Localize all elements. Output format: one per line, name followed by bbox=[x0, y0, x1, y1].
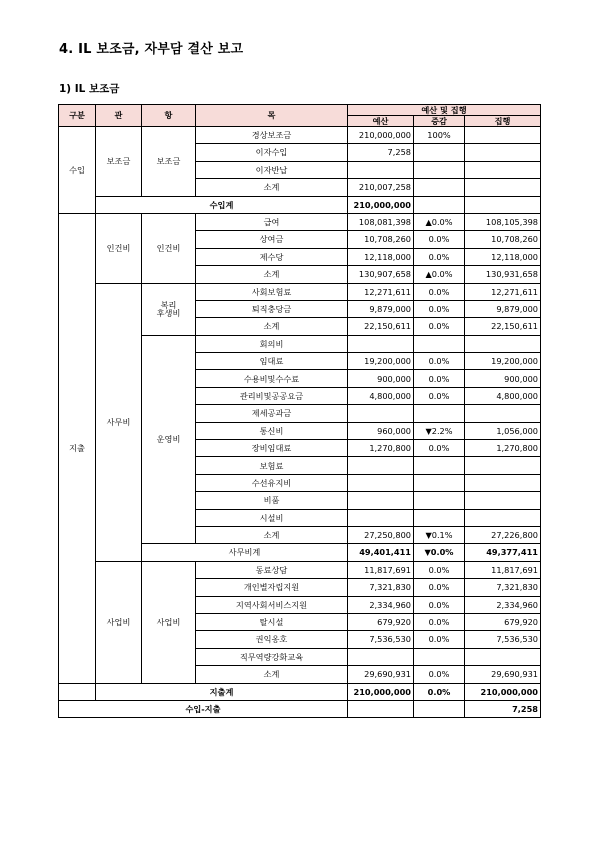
change-cell bbox=[414, 492, 465, 509]
mok-cell: 권익옹호 bbox=[196, 631, 348, 648]
table-row bbox=[59, 683, 541, 700]
change-cell: 0.0% bbox=[414, 579, 465, 596]
header-budget-group: 예산 및 집행 bbox=[348, 105, 541, 116]
exec-cell: 4,800,000 bbox=[465, 387, 541, 404]
spacer-cell bbox=[59, 683, 96, 700]
change-cell bbox=[414, 509, 465, 526]
exec-cell: 108,105,398 bbox=[465, 213, 541, 230]
balance-label: 수입-지출 bbox=[59, 700, 348, 717]
mok-cell: 회의비 bbox=[196, 335, 348, 352]
budget-cell: 7,258 bbox=[348, 144, 414, 161]
budget-cell bbox=[348, 509, 414, 526]
header-budget: 예산 bbox=[348, 116, 414, 127]
gwan-label: 인건비 bbox=[96, 213, 142, 283]
budget-cell: 29,690,931 bbox=[348, 666, 414, 683]
exec-cell: 900,000 bbox=[465, 370, 541, 387]
mok-cell: 수용비및수수료 bbox=[196, 370, 348, 387]
gwan-label: 사무비 bbox=[96, 283, 142, 561]
table-row bbox=[59, 561, 541, 578]
mok-cell: 소계 bbox=[196, 318, 348, 335]
change-cell: ▲0.0% bbox=[414, 266, 465, 283]
exec-cell: 130,931,658 bbox=[465, 266, 541, 283]
mok-cell: 소계 bbox=[196, 179, 348, 196]
hang-label: 복리 후생비 bbox=[142, 283, 196, 335]
exec-cell bbox=[465, 457, 541, 474]
mok-cell: 사회보험료 bbox=[196, 283, 348, 300]
mok-cell: 지역사회서비스지원 bbox=[196, 596, 348, 613]
mok-cell: 퇴직충당금 bbox=[196, 300, 348, 317]
change-cell: 0.0% bbox=[414, 631, 465, 648]
exec-cell: 1,056,000 bbox=[465, 422, 541, 439]
exec-cell: 7,536,530 bbox=[465, 631, 541, 648]
hang-label: 인건비 bbox=[142, 213, 196, 283]
exec-cell bbox=[465, 648, 541, 665]
change-cell: 0.0% bbox=[414, 666, 465, 683]
mok-cell: 관리비및공공요금 bbox=[196, 387, 348, 404]
mok-cell: 시설비 bbox=[196, 509, 348, 526]
exec-cell: 9,879,000 bbox=[465, 300, 541, 317]
budget-cell: 19,200,000 bbox=[348, 353, 414, 370]
budget-cell: 900,000 bbox=[348, 370, 414, 387]
total-label: 수입계 bbox=[96, 196, 348, 213]
mok-cell: 동료상담 bbox=[196, 561, 348, 578]
header-gwan: 관 bbox=[96, 105, 142, 127]
change-cell bbox=[414, 144, 465, 161]
mok-cell: 급여 bbox=[196, 213, 348, 230]
exec-cell: 27,226,800 bbox=[465, 526, 541, 543]
change-cell bbox=[414, 179, 465, 196]
budget-cell: 12,271,611 bbox=[348, 283, 414, 300]
change-cell: 0.0% bbox=[414, 561, 465, 578]
exec-cell: 7,258 bbox=[465, 700, 541, 717]
budget-cell: 7,321,830 bbox=[348, 579, 414, 596]
hang-label: 운영비 bbox=[142, 335, 196, 544]
mok-cell: 제세공과금 bbox=[196, 405, 348, 422]
change-cell: ▼0.1% bbox=[414, 526, 465, 543]
section-label: 지출 bbox=[59, 213, 96, 683]
mok-cell: 이자수입 bbox=[196, 144, 348, 161]
exec-cell bbox=[465, 405, 541, 422]
change-cell bbox=[414, 700, 465, 717]
budget-cell bbox=[348, 161, 414, 178]
exec-cell: 10,708,260 bbox=[465, 231, 541, 248]
exec-cell: 49,377,411 bbox=[465, 544, 541, 561]
exec-cell: 2,334,960 bbox=[465, 596, 541, 613]
exec-cell: 12,118,000 bbox=[465, 248, 541, 265]
gwan-label: 보조금 bbox=[96, 127, 142, 197]
change-cell: 0.0% bbox=[414, 318, 465, 335]
mok-cell: 비품 bbox=[196, 492, 348, 509]
exec-cell: 12,271,611 bbox=[465, 283, 541, 300]
exec-cell bbox=[465, 335, 541, 352]
mok-cell: 탈시설 bbox=[196, 613, 348, 630]
change-cell bbox=[414, 335, 465, 352]
total-label: 사무비계 bbox=[142, 544, 348, 561]
mok-cell: 임대료 bbox=[196, 353, 348, 370]
header-mok: 목 bbox=[196, 105, 348, 127]
exec-cell: 11,817,691 bbox=[465, 561, 541, 578]
change-cell bbox=[414, 405, 465, 422]
mok-cell: 제수당 bbox=[196, 248, 348, 265]
mok-cell: 개인별자립지원 bbox=[196, 579, 348, 596]
budget-cell: 210,007,258 bbox=[348, 179, 414, 196]
mok-cell: 직무역량강화교육 bbox=[196, 648, 348, 665]
change-cell: 0.0% bbox=[414, 353, 465, 370]
budget-cell: 1,270,800 bbox=[348, 440, 414, 457]
table-row bbox=[59, 196, 541, 213]
mok-cell: 상여금 bbox=[196, 231, 348, 248]
budget-cell: 130,907,658 bbox=[348, 266, 414, 283]
change-cell bbox=[414, 474, 465, 491]
table-row bbox=[59, 127, 541, 144]
change-cell: 0.0% bbox=[414, 231, 465, 248]
gwan-label: 사업비 bbox=[96, 561, 142, 683]
exec-cell bbox=[465, 179, 541, 196]
exec-cell bbox=[465, 144, 541, 161]
change-cell bbox=[414, 161, 465, 178]
total-label: 지출계 bbox=[96, 683, 348, 700]
budget-cell bbox=[348, 457, 414, 474]
exec-cell: 22,150,611 bbox=[465, 318, 541, 335]
budget-cell: 960,000 bbox=[348, 422, 414, 439]
mok-cell: 소계 bbox=[196, 266, 348, 283]
hang-label: 보조금 bbox=[142, 127, 196, 197]
table-row bbox=[59, 700, 541, 717]
change-cell: 0.0% bbox=[414, 596, 465, 613]
budget-cell: 7,536,530 bbox=[348, 631, 414, 648]
budget-cell: 9,879,000 bbox=[348, 300, 414, 317]
budget-cell: 11,817,691 bbox=[348, 561, 414, 578]
mok-cell: 소계 bbox=[196, 526, 348, 543]
hang-label: 사업비 bbox=[142, 561, 196, 683]
budget-cell: 108,081,398 bbox=[348, 213, 414, 230]
section-label: 수입 bbox=[59, 127, 96, 214]
change-cell: 0.0% bbox=[414, 387, 465, 404]
budget-cell bbox=[348, 405, 414, 422]
change-cell: 100% bbox=[414, 127, 465, 144]
budget-cell: 10,708,260 bbox=[348, 231, 414, 248]
change-cell bbox=[414, 457, 465, 474]
exec-cell: 19,200,000 bbox=[465, 353, 541, 370]
change-cell: ▲0.0% bbox=[414, 213, 465, 230]
settlement-table bbox=[58, 104, 541, 718]
mok-cell: 이자반납 bbox=[196, 161, 348, 178]
budget-cell: 22,150,611 bbox=[348, 318, 414, 335]
exec-cell: 29,690,931 bbox=[465, 666, 541, 683]
budget-cell: 210,000,000 bbox=[348, 127, 414, 144]
budget-cell: 679,920 bbox=[348, 613, 414, 630]
header-change: 증감 bbox=[414, 116, 465, 127]
header-gubun: 구분 bbox=[59, 105, 96, 127]
exec-cell bbox=[465, 196, 541, 213]
change-cell: ▼0.0% bbox=[414, 544, 465, 561]
budget-cell bbox=[348, 492, 414, 509]
budget-cell: 2,334,960 bbox=[348, 596, 414, 613]
budget-cell bbox=[348, 335, 414, 352]
section-title: 1) IL 보조금 bbox=[59, 83, 120, 95]
header-exec: 집행 bbox=[465, 116, 541, 127]
report-title: 4. IL 보조금, 자부담 결산 보고 bbox=[59, 42, 244, 57]
table-row bbox=[59, 283, 541, 300]
table-row bbox=[59, 105, 541, 116]
exec-cell: 210,000,000 bbox=[465, 683, 541, 700]
budget-cell: 27,250,800 bbox=[348, 526, 414, 543]
budget-cell: 210,000,000 bbox=[348, 683, 414, 700]
budget-cell bbox=[348, 474, 414, 491]
change-cell bbox=[414, 196, 465, 213]
change-cell: 0.0% bbox=[414, 440, 465, 457]
exec-cell: 7,321,830 bbox=[465, 579, 541, 596]
change-cell bbox=[414, 648, 465, 665]
change-cell: 0.0% bbox=[414, 683, 465, 700]
change-cell: ▼2.2% bbox=[414, 422, 465, 439]
mok-cell: 통신비 bbox=[196, 422, 348, 439]
budget-cell: 4,800,000 bbox=[348, 387, 414, 404]
exec-cell bbox=[465, 161, 541, 178]
exec-cell bbox=[465, 127, 541, 144]
budget-cell bbox=[348, 648, 414, 665]
mok-cell: 수선유지비 bbox=[196, 474, 348, 491]
table-row bbox=[59, 213, 541, 230]
exec-cell: 1,270,800 bbox=[465, 440, 541, 457]
change-cell: 0.0% bbox=[414, 283, 465, 300]
header-hang: 항 bbox=[142, 105, 196, 127]
budget-cell: 210,000,000 bbox=[348, 196, 414, 213]
exec-cell bbox=[465, 492, 541, 509]
budget-cell: 12,118,000 bbox=[348, 248, 414, 265]
change-cell: 0.0% bbox=[414, 248, 465, 265]
budget-cell bbox=[348, 700, 414, 717]
budget-cell: 49,401,411 bbox=[348, 544, 414, 561]
exec-cell: 679,920 bbox=[465, 613, 541, 630]
exec-cell bbox=[465, 509, 541, 526]
mok-cell: 경상보조금 bbox=[196, 127, 348, 144]
change-cell: 0.0% bbox=[414, 300, 465, 317]
change-cell: 0.0% bbox=[414, 370, 465, 387]
exec-cell bbox=[465, 474, 541, 491]
mok-cell: 보험료 bbox=[196, 457, 348, 474]
mok-cell: 소계 bbox=[196, 666, 348, 683]
change-cell: 0.0% bbox=[414, 613, 465, 630]
mok-cell: 장비임대료 bbox=[196, 440, 348, 457]
